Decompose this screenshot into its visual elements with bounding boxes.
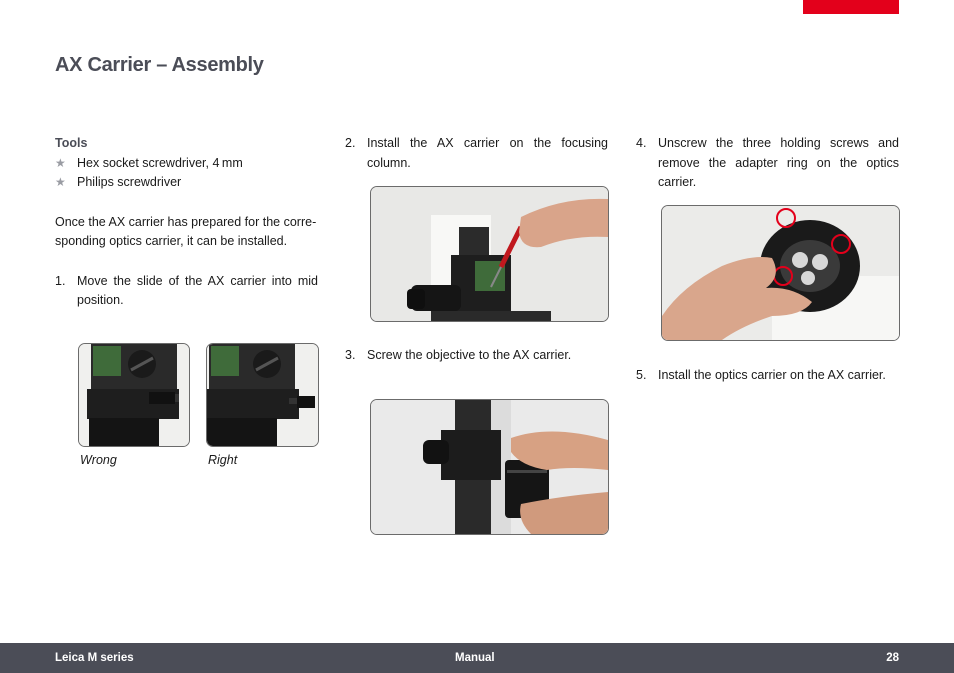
column-3 [636,134,899,193]
column-2-step-3 [345,346,608,366]
caption-wrong: Wrong [80,453,117,467]
column-2 [345,134,608,173]
step-number: 2. [345,136,356,150]
step-number: 3. [345,348,356,362]
red-accent-tab [803,0,899,14]
step-number: 1. [55,273,66,288]
intro-paragraph: Once the AX carrier has prepared for the corre-sponding optics carrier, it can be installed. [55,214,317,248]
step-text: Screw the objective to the AX carrier. [367,348,572,362]
page-number: 28 [886,652,899,664]
step-text: Install the optics carrier on the AX carrier. [658,368,886,382]
photo-slide-wrong [78,343,190,447]
step-3 [345,346,608,366]
photo-unscrew-adapter [661,205,900,341]
step-text: Move the slide of the AX carrier into mid position. [77,273,318,307]
footer-manual: Manual [455,652,495,664]
photo-install-carrier [370,186,609,322]
tool-item-label: Hex socket screwdriver, 4 mm [77,155,243,170]
tool-item [55,173,318,193]
star-bullet-icon: ★ [55,155,66,170]
step-text: Unscrew the three holding screws and remove the adapter ring on the optics carrier. [658,136,899,189]
step-text: Install the AX carrier on the focusing column. [367,136,608,170]
caption-right: Right [208,453,238,467]
step-1 [55,272,318,311]
photo-slide-right [206,343,319,447]
step-number: 5. [636,368,647,382]
footer-bar [0,643,954,673]
star-bullet-icon: ★ [55,175,66,189]
tool-item-label: Philips screwdriver [77,175,182,189]
tool-item [55,154,318,174]
step-number: 4. [636,136,647,150]
footer-series: Leica M series [55,652,134,664]
step-2 [345,134,608,173]
tools-heading: Tools [55,136,88,150]
photo-screw-objective [370,399,609,535]
step-5 [636,366,899,386]
column-1 [55,134,318,311]
column-3-step-5 [636,366,899,386]
page-title: AX Carrier – Assembly [55,54,264,76]
step-4 [636,134,899,193]
